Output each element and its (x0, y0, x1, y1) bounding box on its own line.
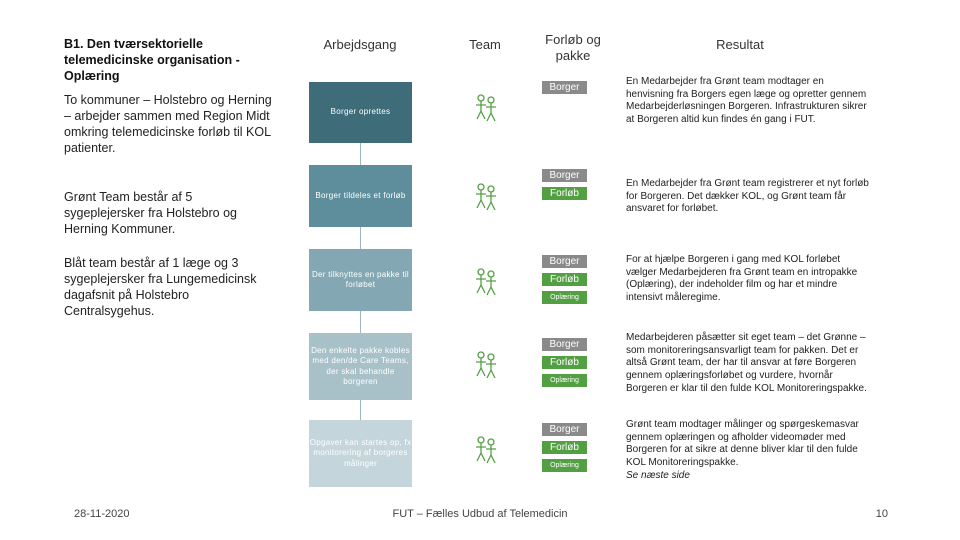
result-text: En Medarbejder fra Grønt team modtager en henvisning fra Borgers egen læge og opretter gennem Medarbejderløsningen Borgeren. Infrastrukturen sikrer at Borgeren altid kun findes én gang i FUT. (626, 76, 867, 126)
flow-box-start-tasks: Opgaver kan startes op, fx monitorering af borgeres målinger (309, 420, 412, 487)
chip-oplaering: Oplæring (542, 374, 587, 387)
chip-forlob: Forløb (542, 273, 587, 286)
footer-date: 28-11-2020 (74, 508, 130, 520)
chip-borger: Borger (542, 255, 587, 268)
flow-box-care-teams: Den enkelte pakke kobles med den/de Care Teams, der skal behandle borgeren (309, 333, 412, 400)
people-icon (474, 182, 498, 212)
connector-line (360, 227, 361, 249)
chip-forlob: Forløb (542, 187, 587, 200)
connector-line (360, 400, 361, 420)
blue-team-paragraph: Blåt team består af 1 læge og 3 sygeplejersker fra Lungemedicinsk dagafsnit på Holstebro Centralsygehus. (64, 256, 257, 318)
result-text: Medarbejderen påsætter sit eget team – det Grønne – som monitoreringsansvarligt team for pakken. Det er altså Grønt team, der har til ansvar at føre Borgeren gennem oplæringsforløbet og vurdere, hvornår Borgeren er klar til den fulde KOL Monitoreringspakke. (626, 332, 867, 394)
chip-oplaering: Oplæring (542, 459, 587, 472)
flow-box-attach-package: Der tilknyttes en pakke til forløbet (309, 249, 412, 311)
page-number: 10 (875, 508, 888, 520)
connector-line (360, 311, 361, 333)
result-text-body: Grønt team modtager målinger og spørgeskemasvar gennem oplæringen og afholder videomøder med Borgeren for at sikre at denne bliver klar til den fulde KOL Monitoreringspakke. (626, 419, 859, 469)
people-icon (474, 267, 498, 297)
header-forlob: Forløb og pakke (545, 32, 601, 63)
chip-borger: Borger (542, 423, 587, 436)
people-icon (474, 93, 498, 123)
see-next-page-note: Se næste side (626, 469, 690, 481)
chip-borger: Borger (542, 169, 587, 182)
slide-title: B1. Den tværsektorielle telemedicinske organisation - Oplæring (64, 37, 240, 83)
chip-borger: Borger (542, 81, 587, 94)
connector-line (360, 143, 361, 165)
chip-borger: Borger (542, 338, 587, 351)
flow-box-assign-course: Borger tildeles et forløb (309, 165, 412, 227)
chip-forlob: Forløb (542, 441, 587, 454)
header-workflow: Arbejdsgang (323, 37, 397, 52)
header-result: Resultat (716, 37, 764, 52)
header-team: Team (469, 37, 501, 52)
green-team-paragraph: Grønt Team består af 5 sygeplejersker fra Holstebro og Herning Kommuner. (64, 190, 237, 236)
footer-title: FUT – Fælles Udbud af Telemedicin (392, 508, 568, 520)
flow-box-create-citizen: Borger oprettes (309, 82, 412, 143)
result-text: For at hjælpe Borgeren i gang med KOL forløbet vælger Medarbejderen fra Grønt team en intropakke (Oplæring), der indeholder film og har et mindre intensivt måleregime. (626, 254, 858, 304)
intro-paragraph: To kommuner – Holstebro og Herning – arbejder sammen med Region Midt omkring telemedicinske forløb til KOL patienter. (64, 93, 272, 155)
result-text (626, 419, 872, 483)
people-icon (474, 435, 498, 465)
result-text: En Medarbejder fra Grønt team registrerer et nyt forløb for Borgeren. Det dækker KOL, og Grønt team får ansvaret for forløbet. (626, 178, 869, 215)
chip-oplaering: Oplæring (542, 291, 587, 304)
people-icon (474, 350, 498, 380)
chip-forlob: Forløb (542, 356, 587, 369)
